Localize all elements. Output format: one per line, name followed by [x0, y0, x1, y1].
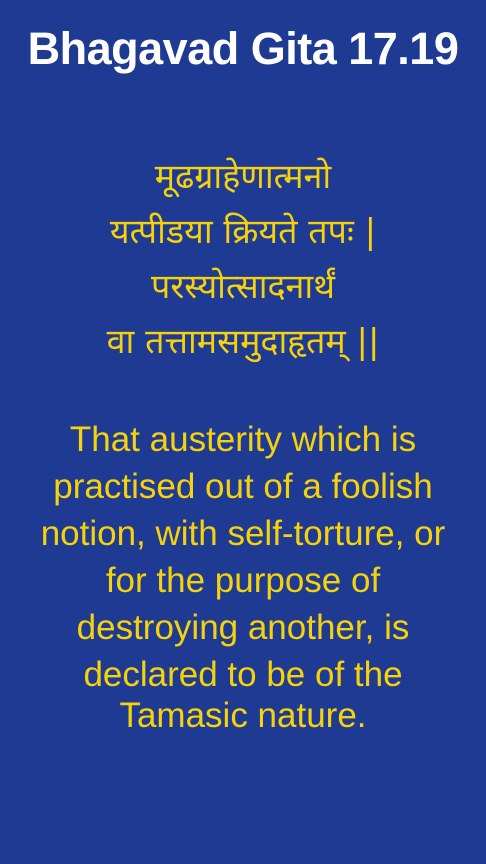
translation-line-6: declared to be of the	[83, 655, 403, 694]
english-translation	[6, 416, 480, 739]
page-title: Bhagavad Gita 17.19	[27, 23, 459, 74]
translation-line-1: That austerity which is	[69, 420, 417, 459]
translation-line-3: notion, with self-torture, or	[40, 514, 446, 553]
translation-line-7: Tamasic nature.	[119, 696, 367, 735]
verse-line-3: परस्योत्सादनार्थं	[151, 267, 335, 307]
verse-line-1: मूढग्राहेणात्मनो	[154, 157, 332, 197]
sanskrit-verse	[0, 150, 486, 370]
translation-line-4: for the purpose of	[105, 561, 381, 600]
verse-line-2: यत्पीडया क्रियते तपः |	[109, 212, 377, 252]
translation-line-2: practised out of a foolish	[53, 467, 433, 506]
translation-line-5: destroying another, is	[76, 608, 410, 647]
verse-line-4: वा तत्तामसमुदाहृतम् ||	[106, 322, 380, 362]
